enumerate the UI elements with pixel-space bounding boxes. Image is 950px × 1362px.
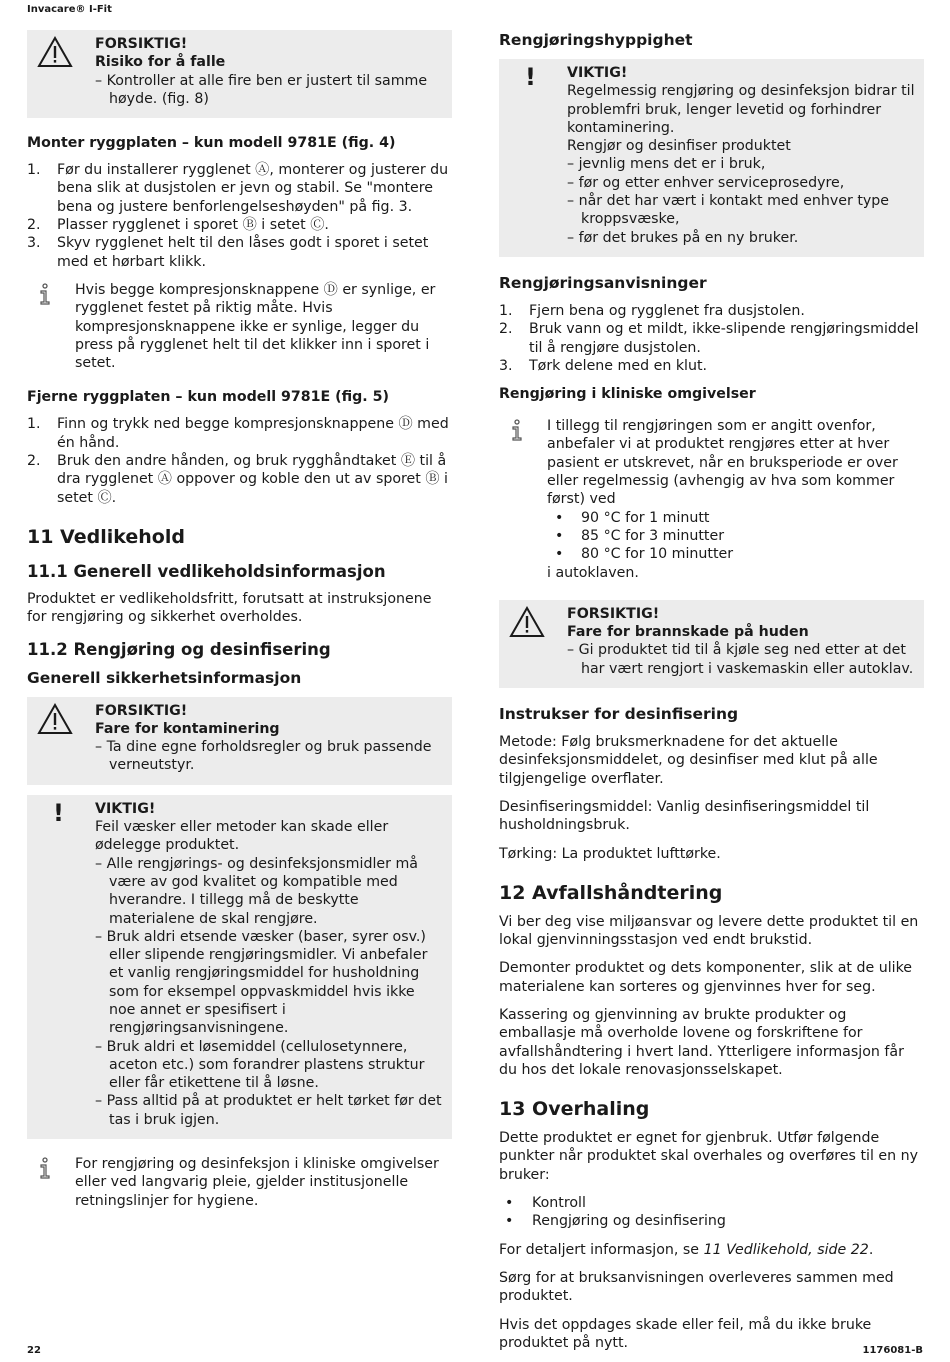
remove-heading: Fjerne ryggplaten – kun modell 9781E (fig. 5) [27,389,389,406]
note-text: Hvis begge kompresjonsknappene Ⓓ er synlige, er rygglenet festet på riktig måte. Hvis kompresjonsknappene ikke er synlige, legger du press på rygglenet helt til det klikker inn i sporet i setet. [75,281,436,372]
note-outro: i autoklaven. [547,564,639,581]
freq-heading: Rengjøringshyppighet [499,31,693,49]
warning-triangle-icon [37,36,73,68]
section-12-title: 12 Avfallshåndtering [499,881,723,904]
important-intro: Regelmessig rengjøring og desinfeksjon bidrar til problemfri bruk, lenger levetid og forhindrer kontaminering. [567,83,915,136]
section-13-title: 13 Overhaling [499,1098,650,1121]
important-intro: Feil væsker eller metoder kan skade eller ødelegge produktet. [95,819,389,854]
note-text: I tillegg til rengjøringen som er angitt ovenfor, anbefaler vi at produktet rengjøres etter at hver pasient er utskrevet, når en bruksperiode er over eller regelmessig (avhengig av hva som kommer først) ved [547,418,898,508]
section-11-2-title: 11.2 Rengjøring og desinfisering [27,639,331,659]
caution-item: – Gi produktet tid til å kjøle seg ned etter at det har vært rengjort i vaskemaskin eller autoklav. [567,642,914,677]
caution-subtitle: Fare for brannskade på huden [567,624,809,641]
warning-triangle-icon [37,703,73,735]
list-item: • 80 °C for 10 minutter [555,546,734,563]
important-item: – før det brukes på en ny bruker. [567,229,799,246]
important-frequency-box [499,59,924,257]
exclamation-icon: ! [53,798,64,827]
info-note-clinical [27,1155,452,1210]
disinfect-method: Metode: Følg bruksmerknadene for det aktuelle desinfeksjonsmiddelet, og desinfiser med klut på alle tilgjengelige overflater. [499,734,878,787]
caution-item: – Ta dine egne forholdsregler og bruk passende verneutstyr. [95,739,432,774]
list-item: 2. Plasser rygglenet i sporet Ⓑ i setet Ⓒ. [27,217,329,234]
safety-info-heading: Generell sikkerhetsinformasjon [27,668,302,687]
info-note-autoclave [499,417,924,582]
important-box [27,795,452,1139]
list-item: 1. Før du installerer rygglenet Ⓐ, monterer og justerer du bena slik at dusjstolen er jevn og stabil. Se "montere bena og justere benforlengelseshøyden" på fig. 3. [27,162,449,215]
list-item: 1. Fjern bena og rygglenet fra dusjstolen. [499,302,805,319]
info-icon [37,1157,53,1179]
caution-subtitle: Fare for kontaminering [95,720,280,737]
clinical-heading: Rengjøring i kliniske omgivelser [499,386,756,403]
important-lead: Rengjør og desinfiser produktet [567,138,791,155]
list-item: • 85 °C for 3 minutter [555,527,725,544]
remove-steps [27,415,452,506]
list-item: 3. Tørk delene med en klut. [499,357,708,374]
overhaul-list [499,1194,924,1231]
note-text: For rengjøring og desinfeksjon i kliniske omgivelser eller ved langvarig pleie, gjelder institusjonelle retningslinjer for hygiene. [75,1156,439,1209]
list-item: • Rengjøring og desinfisering [505,1213,726,1230]
section-11-1-title: 11.1 Generell vedlikeholdsinformasjon [27,561,386,581]
disinfect-heading: Instrukser for desinfisering [499,705,739,724]
cross-reference-link[interactable]: 11 Vedlikehold, side 22 [703,1241,869,1258]
section-12-p3: Kassering og gjenvinning av brukte produkter og emballasje må overholde lovene og forskriftene for avfallshåndtering i hvert land. Ytterligere informasjon får du hos det lokale renovasjonsselskapet. [499,1006,904,1078]
section-13-ref: For detaljert informasjon, se 11 Vedlikehold, side 22. [499,1241,874,1258]
section-13-p3: Hvis det oppdages skade eller feil, må du ikke bruke produktet på nytt. [499,1316,872,1351]
important-item: – Bruk aldri etsende væsker (baser, syrer osv.) eller slipende rengjøringsmidler. Vi anbefaler et vanlig rengjøringsmiddel for husholdning som for eksempel oppvaskmiddel hvis ikke noe annet er spesifisert i rengjøringsanvisningene. [95,928,428,1037]
right-column [499,30,924,1362]
document-id: 1176081-B [862,1345,923,1356]
list-item: • Kontroll [505,1195,586,1212]
important-item: – Alle rengjørings- og desinfeksjonsmidler må være av god kvalitet og kompatible med hverandre. I tillegg må de beskytte materialene de skal rengjøre. [95,855,418,927]
list-item: 2. Bruk vann og et mildt, ikke-slipende rengjøringsmiddel til å rengjøre dusjstolen. [499,321,919,356]
caution-title: FORSIKTIG! [567,605,660,622]
caution-subtitle: Risiko for å falle [95,54,226,71]
info-icon [509,419,525,441]
caution-contamination-box [27,697,452,785]
important-item: – når det har vært i kontakt med enhver type kroppsvæske, [567,193,890,228]
list-item: 3. Skyv rygglenet helt til den låses godt i sporet i setet med et hørbart klikk. [27,235,429,270]
section-11-1-text: Produktet er vedlikeholdsfritt, forutsatt at instruksjonene for rengjøring og sikkerhet overholdes. [27,590,432,626]
exclamation-icon: ! [525,63,536,91]
important-item: – før og etter enhver serviceprosedyre, [567,174,845,191]
running-header: Invacare® I-Fit [27,4,112,15]
info-note-mount [27,281,452,372]
caution-title: FORSIKTIG! [95,702,188,719]
warning-triangle-icon [509,606,545,638]
disinfect-agent: Desinfiseringsmiddel: Vanlig desinfiseringsmiddel til husholdningsbruk. [499,798,870,834]
mount-heading: Monter ryggplaten – kun modell 9781E (fig. 4) [27,135,396,152]
important-title: VIKTIG! [567,65,628,81]
list-item: 2. Bruk den andre hånden, og bruk rygghåndtaket Ⓔ til å dra rygglenet Ⓐ oppover og koble den ut av sporet Ⓑ i setet Ⓒ. [27,453,448,506]
list-item: 1. Finn og trykk ned begge kompresjonsknappene Ⓓ med én hånd. [27,416,449,451]
caution-item: – Kontroller at alle fire ben er justert til samme høyde. (fig. 8) [95,72,428,107]
caution-burn-box [499,600,924,688]
important-item: – Bruk aldri et løsemiddel (cellulosetynnere, aceton etc.) som forandrer plastens struktur eller får etikettene til å løsne. [95,1038,425,1092]
caution-fall-box [27,30,452,118]
mount-steps [27,161,452,271]
important-item: – jevnlig mens det er i bruk, [567,156,766,173]
page-number: 22 [27,1345,41,1356]
section-12-p1: Vi ber deg vise miljøansvar og levere dette produktet til en lokal gjenvinningsstasjon ved endt brukstid. [499,913,919,949]
important-item: – Pass alltid på at produktet er helt tørket før det tas i bruk igjen. [95,1093,442,1128]
info-icon [37,283,53,305]
instr-heading: Rengjøringsanvisninger [499,273,707,292]
left-column [27,30,452,1220]
disinfect-drying: Tørking: La produktet lufttørke. [499,845,721,862]
section-13-p1: Dette produktet er egnet for gjenbruk. Utfør følgende punkter når produktet skal overhales og overføres til en ny bruker: [499,1130,919,1183]
caution-title: FORSIKTIG! [95,36,188,52]
instr-steps [499,302,924,375]
important-title: VIKTIG! [95,800,156,817]
section-12-p2: Demonter produktet og dets komponenter, slik at de ulike materialene kan sorteres og gjenvinnes hver for seg. [499,960,913,995]
section-13-p2: Sørg for at bruksanvisningen overleveres sammen med produktet. [499,1269,894,1305]
section-11-title: 11 Vedlikehold [27,525,185,548]
list-item: • 90 °C for 1 minutt [555,509,710,526]
